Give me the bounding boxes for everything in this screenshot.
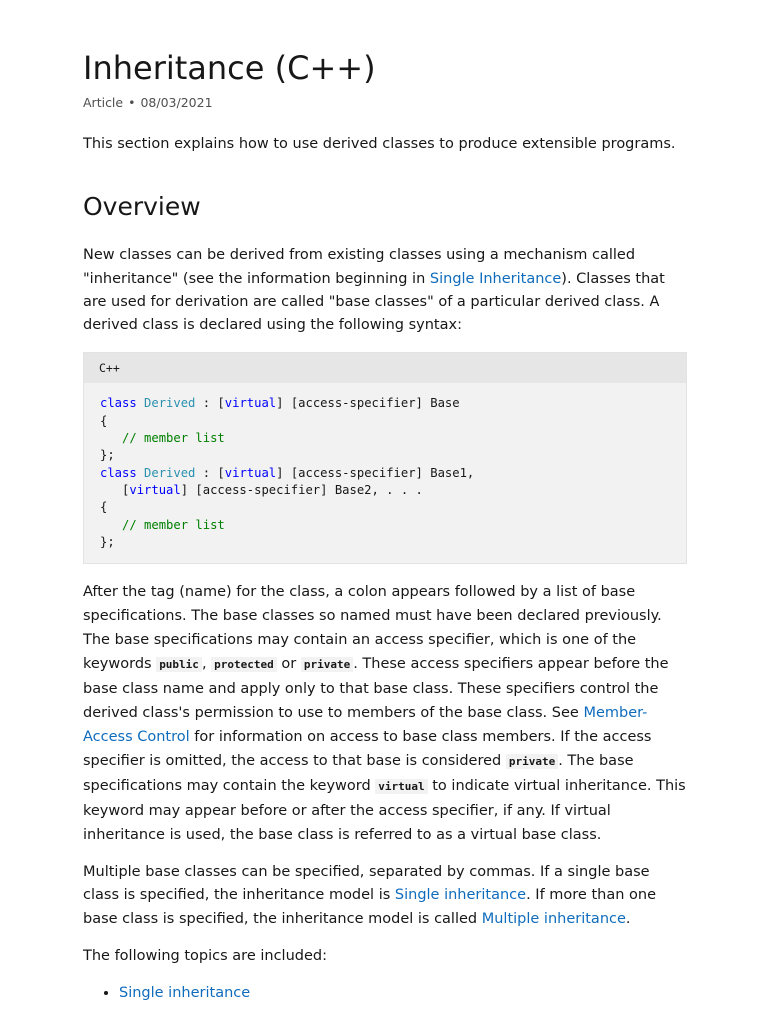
keyword-protected: protected <box>211 657 277 672</box>
single-inheritance-link-2[interactable]: Single inheritance <box>394 887 527 904</box>
topic-link-single-inheritance[interactable]: Single inheritance <box>119 985 251 1002</box>
article-date: 08/03/2021 <box>140 95 213 110</box>
member-access-control-link[interactable]: Member-Access Control <box>83 705 648 746</box>
multiple-inheritance-link[interactable]: Multiple inheritance <box>481 910 626 927</box>
code-block <box>83 352 687 564</box>
article-type: Article <box>83 95 124 110</box>
keyword-virtual: virtual <box>375 779 427 794</box>
keyword-private: private <box>301 657 353 672</box>
meta-separator: • <box>128 95 136 110</box>
base-specifications-paragraph: After the tag (name) for the class, a colon appears followed by a list of base specifications. The base classes so named must have been declared previously. The base specifications may contain an access specifier, which is one of the keywords public , protected or private . These access specifiers appear before the base class name and apply only to that base class. These specifiers control the derived class's permission to use to members of the base class. See Member-Access Control for information on access to base class members. If the access specifier is omitted, the access to that base is considered private . The base specifications may contain the keyword virtual to indicate virtual inheritance. This keyword may appear before or after the access specifier, if any. If virtual inheritance is used, the base class is referred to as a virtual base class. <box>83 584 686 844</box>
code-content[interactable]: class Derived : [virtual] [access-specifier] Base { // member list }; class Derived : [virtual] [access-specifier] Base1, [virtual] [access-specifier] Base2, . . . { // member list }; <box>100 396 475 549</box>
topics-list <box>83 982 687 1005</box>
article-meta <box>83 94 687 112</box>
multiple-base-classes-paragraph: Multiple base classes can be specified, separated by commas. If a single base class is specified, the inheritance model is Single inheritance. If more than one base class is specified, the inheritance model is called Multiple inheritance. <box>83 864 656 927</box>
article-content <box>83 44 687 1005</box>
code-language-label: C++ <box>84 353 686 383</box>
overview-heading: Overview <box>83 192 201 222</box>
page-title: Inheritance (C++) <box>83 49 376 87</box>
topics-intro: The following topics are included: <box>83 948 327 965</box>
keyword-private-2: private <box>506 754 558 769</box>
overview-paragraph: New classes can be derived from existing classes using a mechanism called "inheritance" (see the information beginning in Single Inheritance). Classes that are used for derivation are called "base classes" of a particular derived class. A derived class is declared using the following syntax: <box>83 247 665 334</box>
list-item <box>119 982 687 1005</box>
intro-paragraph: This section explains how to use derived classes to produce extensible programs. <box>83 136 676 152</box>
single-inheritance-link[interactable]: Single Inheritance <box>429 270 562 287</box>
keyword-public: public <box>156 657 202 672</box>
